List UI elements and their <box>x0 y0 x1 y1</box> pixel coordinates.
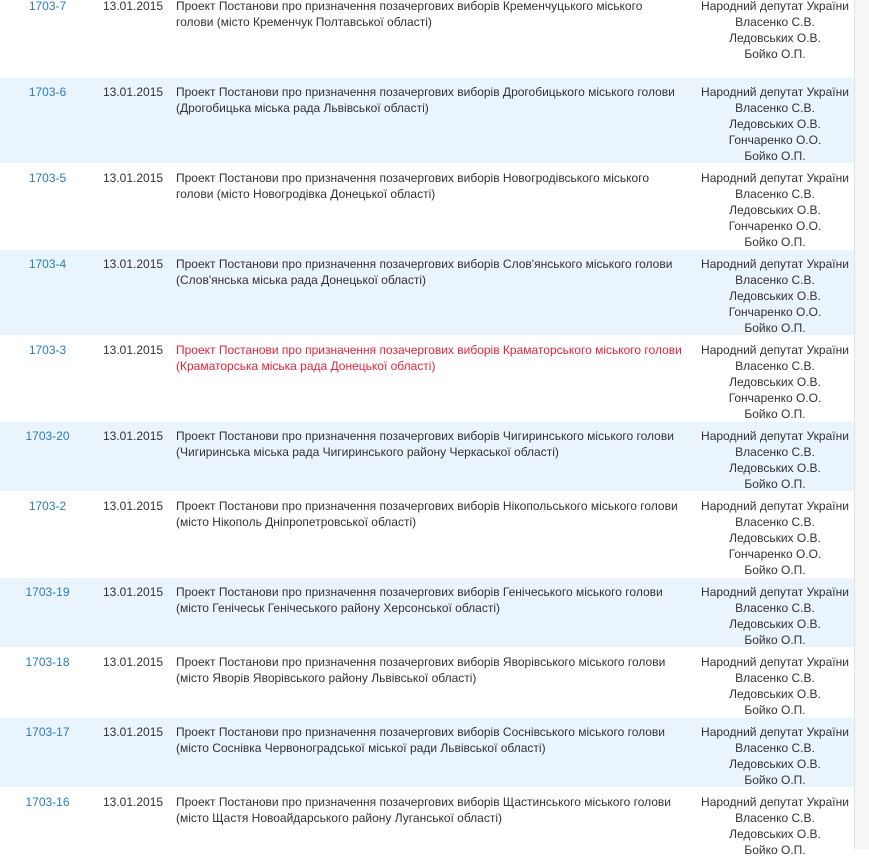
author-line: Ледовських О.В. <box>729 31 821 45</box>
bill-authors <box>695 422 855 492</box>
author-line: Ледовських О.В. <box>729 531 821 545</box>
bill-number-link[interactable]: 1703-4 <box>28 257 67 271</box>
author-line: Бойко О.П. <box>744 633 806 647</box>
bill-number-cell <box>0 250 95 272</box>
registration-date: 13.01.2015 <box>103 655 164 669</box>
author-line: Бойко О.П. <box>744 407 806 421</box>
bill-authors <box>695 492 855 578</box>
bill-authors <box>695 578 855 648</box>
bill-number-cell <box>0 578 95 600</box>
author-line: Гончаренко О.О. <box>728 547 822 561</box>
bill-title: Проект Постанови про призначення позачергових виборів Яворівського міського голови (місто Яворів Яворівського району Львівської області) <box>176 655 666 685</box>
author-line: Власенко С.В. <box>735 741 815 755</box>
table-row <box>0 336 855 422</box>
author-line: Ледовських О.В. <box>729 289 821 303</box>
author-line: Гончаренко О.О. <box>728 133 822 147</box>
scrollbar[interactable] <box>854 0 869 849</box>
table-row <box>0 78 855 164</box>
bill-number-link[interactable]: 1703-19 <box>25 585 70 599</box>
author-line: Ледовських О.В. <box>729 617 821 631</box>
table-row <box>0 788 855 858</box>
bill-number-cell <box>0 718 95 740</box>
author-line: Народний депутат України <box>701 343 849 357</box>
author-line: Бойко О.П. <box>744 47 806 61</box>
author-line: Ледовських О.В. <box>729 757 821 771</box>
author-line: Власенко С.В. <box>735 515 815 529</box>
author-line: Народний депутат України <box>701 499 849 513</box>
author-line: Народний депутат України <box>701 585 849 599</box>
table-row <box>0 0 855 78</box>
bill-number-cell <box>0 422 95 444</box>
author-line: Народний депутат України <box>701 655 849 669</box>
registration-date: 13.01.2015 <box>103 499 164 513</box>
registration-date: 13.01.2015 <box>103 171 164 185</box>
author-line: Власенко С.В. <box>735 445 815 459</box>
author-line: Народний депутат України <box>701 795 849 809</box>
table-row <box>0 250 855 336</box>
registration-date: 13.01.2015 <box>103 343 164 357</box>
author-line: Народний депутат України <box>701 171 849 185</box>
bill-number-link[interactable]: 1703-6 <box>28 85 67 99</box>
bill-title: Проект Постанови про призначення позачергових виборів Краматорського міського голови (Краматорська міська рада Донецької області) <box>176 343 682 373</box>
registration-date: 13.01.2015 <box>103 257 164 271</box>
bill-title: Проект Постанови про призначення позачергових виборів Генічеського міського голови (місто Генічеськ Генічеського району Херсонської області) <box>176 585 663 615</box>
bill-number-link[interactable]: 1703-16 <box>25 795 70 809</box>
bill-number-link[interactable]: 1703-17 <box>25 725 70 739</box>
bill-number-link[interactable]: 1703-18 <box>25 655 70 669</box>
bill-authors <box>695 250 855 336</box>
bill-number-cell <box>0 492 95 514</box>
table-row <box>0 578 855 648</box>
bill-title: Проект Постанови про призначення позачергових виборів Нікопольського міського голови (місто Нікополь Дніпропетровської області) <box>176 499 678 529</box>
author-line: Ледовських О.В. <box>729 687 821 701</box>
author-line: Власенко С.В. <box>735 359 815 373</box>
registration-date: 13.01.2015 <box>103 585 164 599</box>
registration-date: 13.01.2015 <box>103 429 164 443</box>
bill-number-cell <box>0 78 95 100</box>
author-line: Гончаренко О.О. <box>728 305 822 319</box>
author-line: Бойко О.П. <box>744 843 806 857</box>
registration-date: 13.01.2015 <box>103 0 164 13</box>
table-row <box>0 164 855 250</box>
bill-authors <box>695 336 855 422</box>
author-line: Бойко О.П. <box>744 321 806 335</box>
bill-number-link[interactable]: 1703-7 <box>28 0 67 13</box>
bill-title: Проект Постанови про призначення позачергових виборів Слов'янського міського голови (Слов'янська міська рада Донецької області) <box>176 257 673 287</box>
table-row <box>0 718 855 788</box>
bill-number-cell <box>0 788 95 810</box>
author-line: Народний депутат України <box>701 85 849 99</box>
bill-number-link[interactable]: 1703-20 <box>25 429 70 443</box>
bill-number-cell <box>0 336 95 358</box>
author-line: Власенко С.В. <box>735 811 815 825</box>
author-line: Гончаренко О.О. <box>728 391 822 405</box>
author-line: Власенко С.В. <box>735 15 815 29</box>
bill-authors <box>695 788 855 858</box>
author-line: Бойко О.П. <box>744 773 806 787</box>
author-line: Ледовських О.В. <box>729 117 821 131</box>
bill-authors <box>695 718 855 788</box>
table-row <box>0 648 855 718</box>
author-line: Бойко О.П. <box>744 477 806 491</box>
author-line: Ледовських О.В. <box>729 827 821 841</box>
author-line: Бойко О.П. <box>744 235 806 249</box>
author-line: Бойко О.П. <box>744 703 806 717</box>
registration-date: 13.01.2015 <box>103 725 164 739</box>
author-line: Народний депутат України <box>701 257 849 271</box>
author-line: Власенко С.В. <box>735 601 815 615</box>
author-line: Власенко С.В. <box>735 273 815 287</box>
bill-number-cell <box>0 648 95 670</box>
bill-number-link[interactable]: 1703-3 <box>28 343 67 357</box>
author-line: Народний депутат України <box>701 0 849 13</box>
table-row <box>0 422 855 492</box>
registration-date: 13.01.2015 <box>103 85 164 99</box>
bill-title: Проект Постанови про призначення позачергових виборів Чигиринського міського голови (Чигиринська міська рада Чигиринського району Черкаської області) <box>176 429 674 459</box>
bill-number-cell <box>0 164 95 186</box>
bill-title: Проект Постанови про призначення позачергових виборів Дрогобицького міського голови (Дрогобицька міська рада Львівської області) <box>176 85 675 115</box>
author-line: Ледовських О.В. <box>729 203 821 217</box>
bill-title: Проект Постанови про призначення позачергових виборів Новогродівського міського голови (місто Новогродівка Донецької області) <box>176 171 650 201</box>
bill-number-cell <box>0 0 95 14</box>
author-line: Народний депутат України <box>701 725 849 739</box>
bill-authors <box>695 78 855 164</box>
bill-number-link[interactable]: 1703-2 <box>28 499 67 513</box>
author-line: Власенко С.В. <box>735 671 815 685</box>
author-line: Бойко О.П. <box>744 563 806 577</box>
registration-date: 13.01.2015 <box>103 795 164 809</box>
bill-title: Проект Постанови про призначення позачергових виборів Щастинського міського голови (місто Щастя Новоайдарського району Луганської області) <box>176 795 672 825</box>
author-line: Бойко О.П. <box>744 149 806 163</box>
bill-title: Проект Постанови про призначення позачергових виборів Соснівського міського голови (місто Соснівка Червоноградської міської ради Львівської області) <box>176 725 665 755</box>
author-line: Ледовських О.В. <box>729 461 821 475</box>
bill-number-link[interactable]: 1703-5 <box>28 171 67 185</box>
bill-title: Проект Постанови про призначення позачергових виборів Кременчуцького міського голови (місто Кременчук Полтавської області) <box>176 0 643 29</box>
author-line: Народний депутат України <box>701 429 849 443</box>
author-line: Ледовських О.В. <box>729 375 821 389</box>
bill-authors <box>695 164 855 250</box>
bill-authors <box>695 648 855 718</box>
author-line: Власенко С.В. <box>735 101 815 115</box>
table-row <box>0 492 855 578</box>
bill-authors <box>695 0 855 62</box>
author-line: Власенко С.В. <box>735 187 815 201</box>
author-line: Гончаренко О.О. <box>728 219 822 233</box>
